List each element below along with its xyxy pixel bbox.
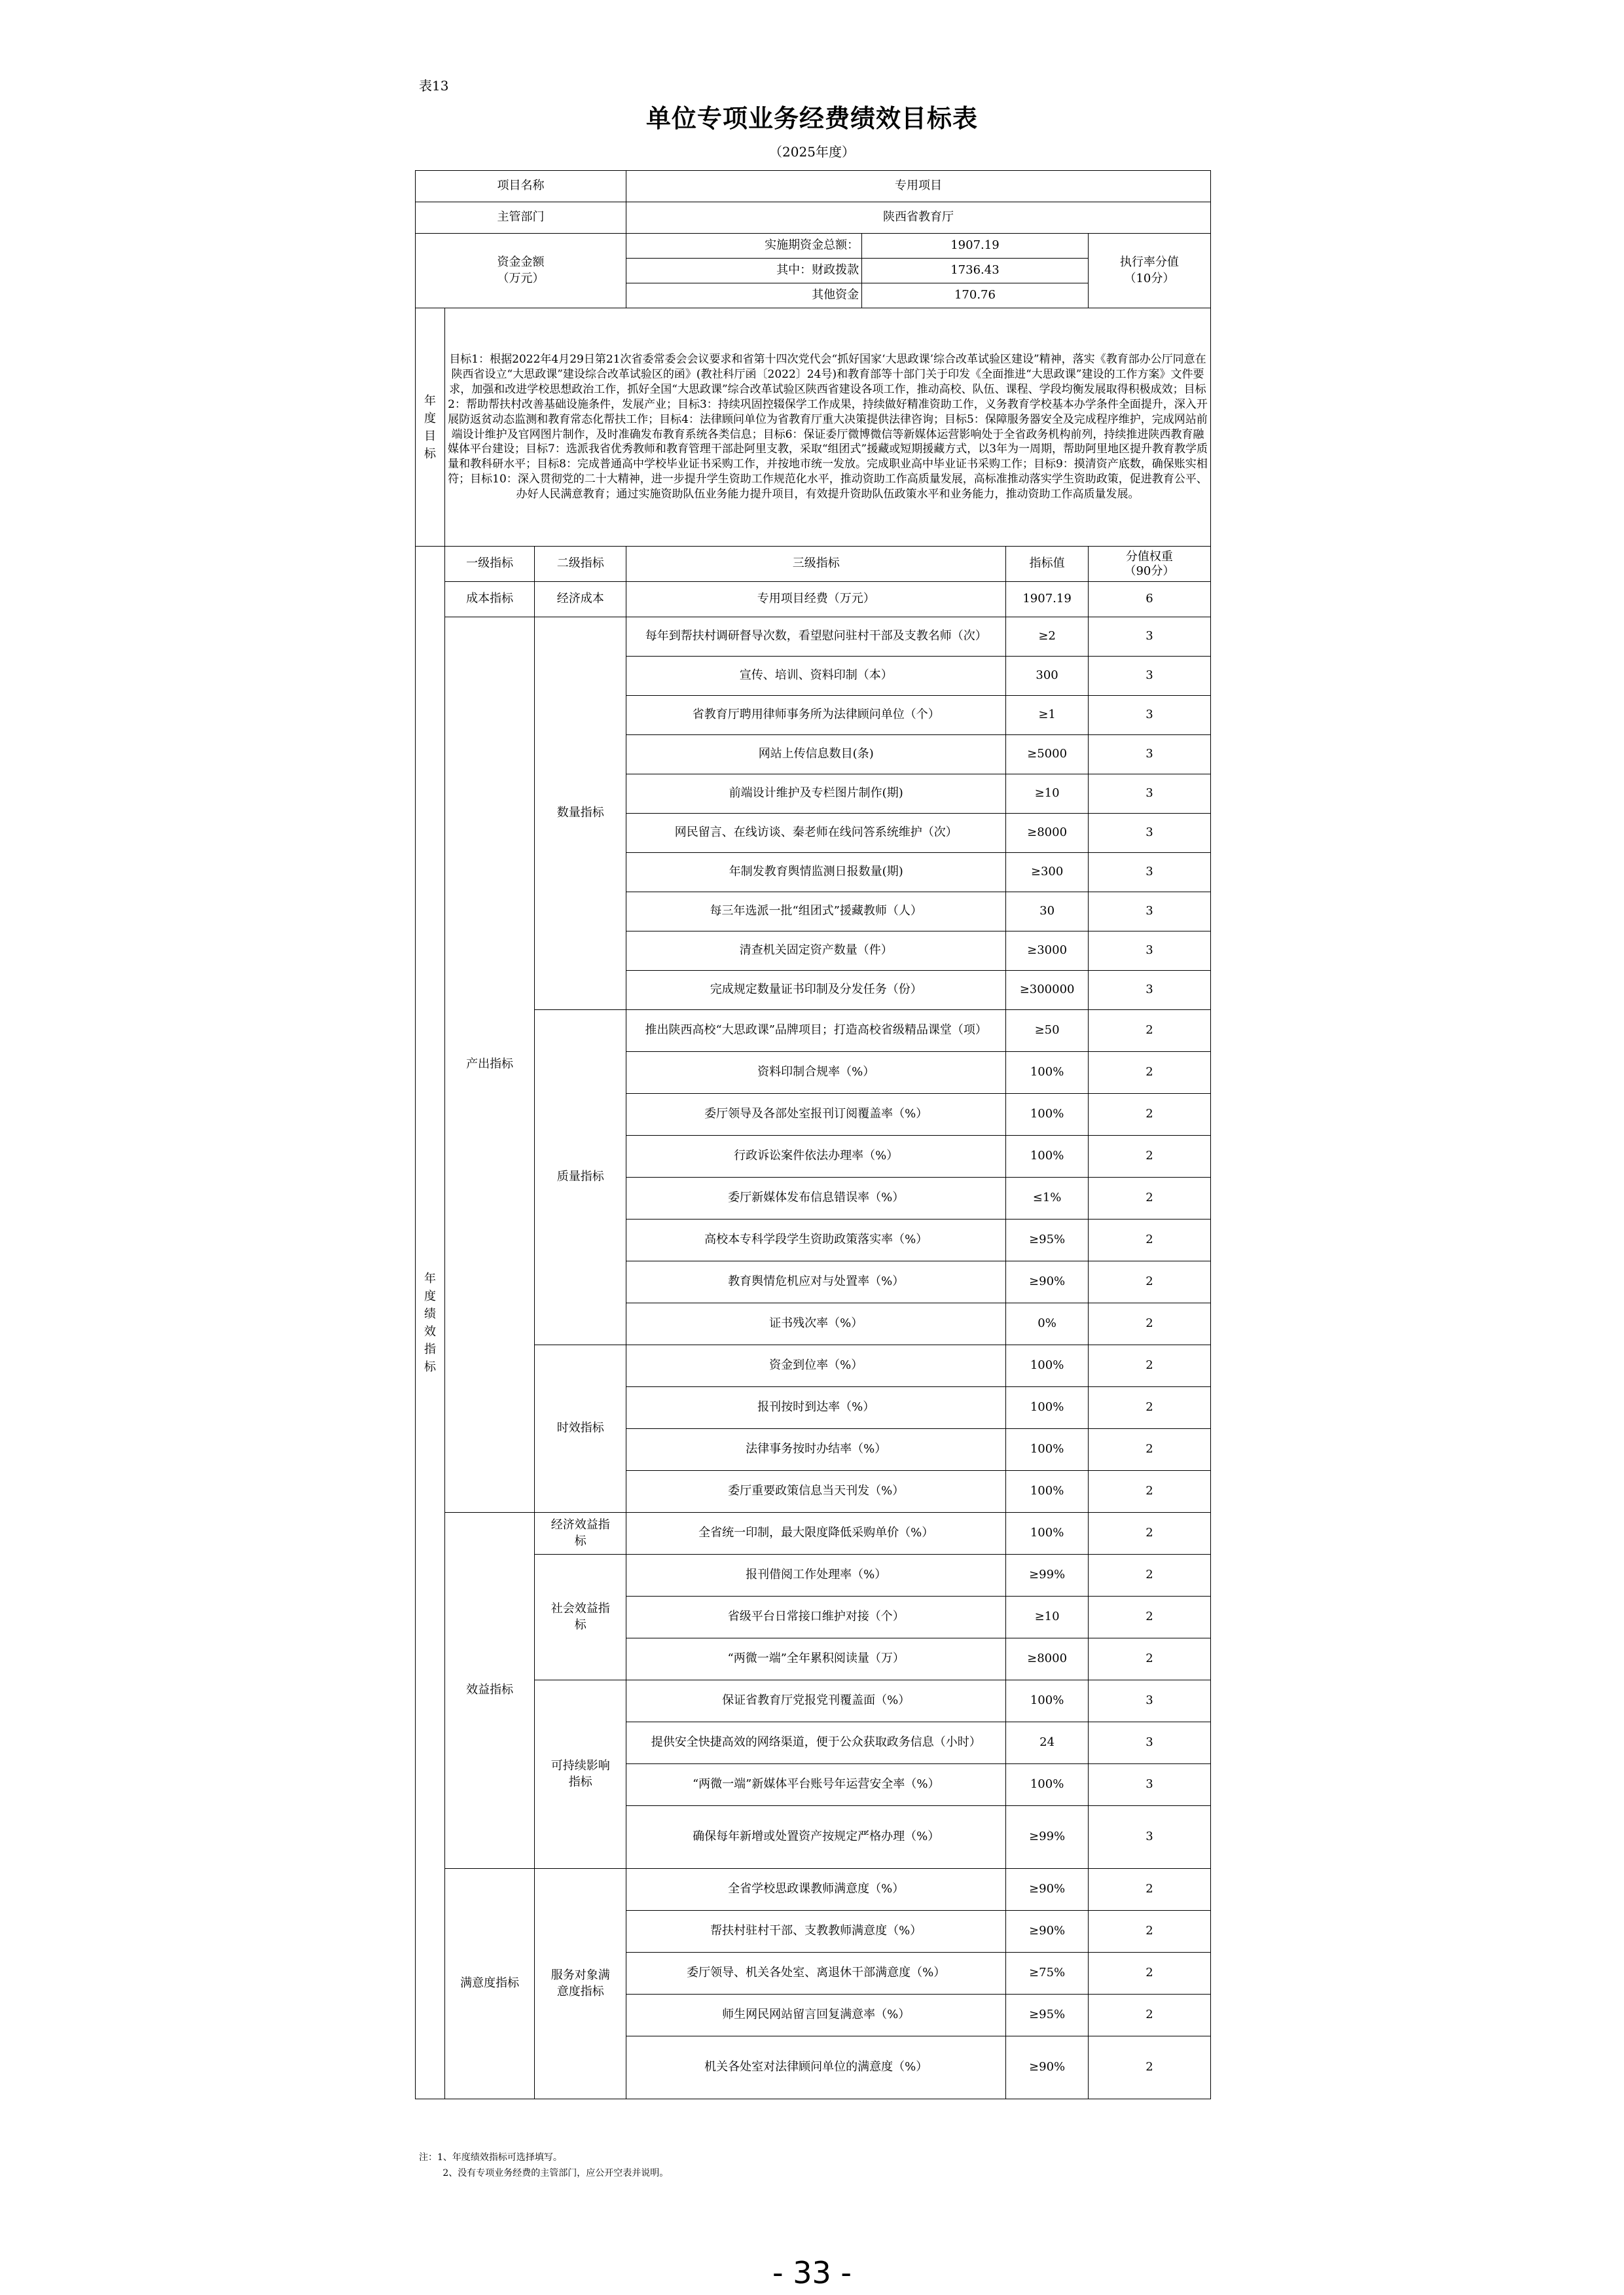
fiscal-funds-label: 其中：财政拨款 xyxy=(626,259,862,283)
project-name-row xyxy=(416,171,1211,202)
level3-name: “两微一端”新媒体平台账号年运营安全率（%） xyxy=(626,1764,1006,1806)
header-score: 分值权重（90分） xyxy=(1088,547,1210,582)
level3-name: 报刊借阅工作处理率（%） xyxy=(626,1555,1006,1597)
funds-total-row xyxy=(416,234,1211,259)
indicator-score: 3 xyxy=(1088,1764,1210,1806)
indicator-score: 3 xyxy=(1088,853,1210,892)
level3-name: 推出陕西高校“大思政课”品牌项目；打造高校省级精品课堂（项） xyxy=(626,1010,1006,1052)
department-value: 陕西省教育厅 xyxy=(626,202,1211,234)
indicator-value: ≥95% xyxy=(1006,1995,1089,2036)
indicator-value: 100% xyxy=(1006,1764,1089,1806)
project-name-label: 项目名称 xyxy=(416,171,626,202)
department-label: 主管部门 xyxy=(416,202,626,234)
indicator-value: ≥1 xyxy=(1006,696,1089,735)
level3-name: 提供安全快捷高效的网络渠道，便于公众获取政务信息（小时） xyxy=(626,1722,1006,1764)
level3-name: 网站上传信息数目(条) xyxy=(626,735,1006,774)
footnote-2: 2、没有专项业务经费的主管部门，应公开空表并说明。 xyxy=(442,2168,669,2178)
level3-name: 行政诉讼案件依法办理率（%） xyxy=(626,1136,1006,1178)
level3-name: 确保每年新增或处置资产按规定严格办理（%） xyxy=(626,1806,1006,1869)
indicator-value: 100% xyxy=(1006,1136,1089,1178)
indicator-score: 3 xyxy=(1088,1806,1210,1869)
indicator-score: 2 xyxy=(1088,1953,1210,1995)
level3-name: 网民留言、在线访谈、秦老师在线问答系统维护（次） xyxy=(626,814,1006,853)
page-number: - 33 - xyxy=(772,2255,852,2290)
level1-cost: 成本指标 xyxy=(445,582,535,617)
indicator-score: 3 xyxy=(1088,971,1210,1010)
footnote-1: 注：1、年度绩效指标可选择填写。 xyxy=(419,2152,562,2163)
indicator-score: 6 xyxy=(1088,582,1210,617)
annual-goal-label: 年度目标 xyxy=(416,308,445,547)
indicator-score: 3 xyxy=(1088,617,1210,657)
table-number: 表13 xyxy=(419,78,449,94)
department-row xyxy=(416,202,1211,234)
indicator-value: ≥300 xyxy=(1006,853,1089,892)
level2-service-satisfaction: 服务对象满意度指标 xyxy=(535,1869,626,2099)
indicator-value: ≥8000 xyxy=(1006,1638,1089,1680)
level1-benefit: 效益指标 xyxy=(445,1513,535,1869)
indicator-value: ≥3000 xyxy=(1006,931,1089,971)
header-value: 指标值 xyxy=(1006,547,1089,582)
level3-name: 省教育厅聘用律师事务所为法律顾问单位（个） xyxy=(626,696,1006,735)
indicator-score: 2 xyxy=(1088,1995,1210,2036)
indicator-value: ≥90% xyxy=(1006,1869,1089,1911)
indicator-score: 3 xyxy=(1088,735,1210,774)
level3-name: 委厅重要政策信息当天刊发（%） xyxy=(626,1471,1006,1513)
page-title: 单位专项业务经费绩效目标表 xyxy=(645,103,978,133)
total-funds-value: 1907.19 xyxy=(862,234,1089,259)
indicator-score: 3 xyxy=(1088,814,1210,853)
indicator-score: 2 xyxy=(1088,1471,1210,1513)
level3-name: 年制发教育舆情监测日报数量(期) xyxy=(626,853,1006,892)
level3-name: 报刊按时到达率（%） xyxy=(626,1387,1006,1429)
level2-quality: 质量指标 xyxy=(535,1010,626,1345)
indicator-value: ≥99% xyxy=(1006,1555,1089,1597)
indicator-value: ≤1% xyxy=(1006,1178,1089,1220)
indicator-score: 3 xyxy=(1088,696,1210,735)
level3-name: 委厅领导及各部处室报刊订阅覆盖率（%） xyxy=(626,1094,1006,1136)
level3-name: “两微一端”全年累积阅读量（万） xyxy=(626,1638,1006,1680)
level3-name: 证书残次率（%） xyxy=(626,1303,1006,1345)
table-row xyxy=(416,1345,1211,1387)
level3-name: 省级平台日常接口维护对接（个） xyxy=(626,1597,1006,1638)
indicator-value: 0% xyxy=(1006,1303,1089,1345)
indicator-value: ≥5000 xyxy=(1006,735,1089,774)
indicator-value: 30 xyxy=(1006,892,1089,931)
annual-goal-text: 目标1：根据2022年4月29日第21次省委常委会会议要求和省第十四次党代会“抓好国家‘大思政课’综合改革试验区建设”精神，落实《教育部办公厅同意在陕西省设立“大思政课”建设综合改革试验区的函》(教社科厅函〔2022〕24号)和教育部等十部门关于印发《全面推进“大思政课”建设的工作方案》文件要求，加强和改进学校思想政治工作，抓好全国“大思政课”综合改革试验区陕西省建设各项工作，推动高校、队伍、课程、学段均衡发展取得积极成效；目标2：帮助帮扶村改善基础设施条件，发展产业；目标3：持续巩固控辍保学工作成果，持续做好精准资助工作，义务教育学校基本办学条件全面提升，深入开展防返贫动态监测和教育常态化帮扶工作；目标4：法律顾问单位为省教育厅重大决策提供法律咨询；目标5：保障服务器安全及完成程序维护，完成网站前端设计维护及官网图片制作，及时准确发布教育系统各类信息；目标6：保证委厅微博微信等新媒体运营影响处于全省政务机构前列，持续推进陕西教育融媒体平台建设；目标7：选派我省优秀教师和教育管理干部赴阿里支教，采取“组团式”援藏或短期援藏方式，以3年为一周期，帮助阿里地区提升教育教学质量和教科研水平；目标8：完成普通高中学校毕业证书采购工作，并按地市统一发放。完成职业高中毕业证书采购工作；目标9：摸清资产底数，确保账实相符；目标10：深入贯彻党的二十大精神，进一步提升学生资助工作规范化水平，推动资助工作高质量发展，高标准推动落实学生资助政策，促进教育公平、办好人民满意教育；通过实施资助队伍业务能力提升项目，有效提升资助队伍政策水平和业务能力，推动资助工作高质量发展。 xyxy=(445,308,1211,547)
level3-name: 每三年选派一批“组团式”援藏教师（人） xyxy=(626,892,1006,931)
level2-economic-cost: 经济成本 xyxy=(535,582,626,617)
performance-table-container xyxy=(415,170,1211,2099)
indicator-score: 2 xyxy=(1088,1178,1210,1220)
project-name-value: 专用项目 xyxy=(626,171,1211,202)
indicator-value: ≥99% xyxy=(1006,1806,1089,1869)
indicator-value: 100% xyxy=(1006,1094,1089,1136)
indicator-score: 3 xyxy=(1088,657,1210,696)
indicator-score: 3 xyxy=(1088,1680,1210,1722)
indicator-score: 2 xyxy=(1088,1136,1210,1178)
indicator-value: ≥10 xyxy=(1006,1597,1089,1638)
indicator-score: 3 xyxy=(1088,1722,1210,1764)
indicator-value: 100% xyxy=(1006,1052,1089,1094)
indicator-score: 2 xyxy=(1088,1429,1210,1471)
indicator-value: 100% xyxy=(1006,1680,1089,1722)
funds-label: 资金金额（万元） xyxy=(416,234,626,308)
indicator-score: 2 xyxy=(1088,1555,1210,1597)
year-label: （2025年度） xyxy=(769,144,855,160)
indicator-value: ≥8000 xyxy=(1006,814,1089,853)
indicator-value: ≥75% xyxy=(1006,1953,1089,1995)
level1-satisfaction: 满意度指标 xyxy=(445,1869,535,2099)
indicator-header-row xyxy=(416,547,1211,582)
level2-timeliness: 时效指标 xyxy=(535,1345,626,1513)
indicator-score: 2 xyxy=(1088,1513,1210,1555)
indicator-value: 100% xyxy=(1006,1513,1089,1555)
level3-name: 资料印制合规率（%） xyxy=(626,1052,1006,1094)
indicator-score: 3 xyxy=(1088,892,1210,931)
level3-name: 师生网民网站留言回复满意率（%） xyxy=(626,1995,1006,2036)
indicator-score: 3 xyxy=(1088,931,1210,971)
indicator-score: 2 xyxy=(1088,1911,1210,1953)
indicator-score: 2 xyxy=(1088,2036,1210,2099)
indicator-value: ≥2 xyxy=(1006,617,1089,657)
indicator-value: 100% xyxy=(1006,1471,1089,1513)
indicator-score: 2 xyxy=(1088,1303,1210,1345)
table-row xyxy=(416,617,1211,657)
indicator-value: 100% xyxy=(1006,1387,1089,1429)
indicator-score: 3 xyxy=(1088,774,1210,814)
table-row xyxy=(416,1869,1211,1911)
level3-name: 保证省教育厅党报党刊覆盖面（%） xyxy=(626,1680,1006,1722)
table-row xyxy=(416,1680,1211,1722)
indicator-score: 2 xyxy=(1088,1387,1210,1429)
header-level2: 二级指标 xyxy=(535,547,626,582)
indicator-value: ≥10 xyxy=(1006,774,1089,814)
table-row xyxy=(416,1513,1211,1555)
level2-social-benefit: 社会效益指标 xyxy=(535,1555,626,1680)
level3-name: 教育舆情危机应对与处置率（%） xyxy=(626,1261,1006,1303)
level3-name: 全省学校思政课教师满意度（%） xyxy=(626,1869,1006,1911)
annual-goal-row xyxy=(416,308,1211,547)
execution-score-label: 执行率分值（10分） xyxy=(1088,234,1210,308)
level3-name: 专用项目经费（万元） xyxy=(626,582,1006,617)
indicator-value: 100% xyxy=(1006,1345,1089,1387)
other-funds-value: 170.76 xyxy=(862,283,1089,308)
level3-name: 机关各处室对法律顾问单位的满意度（%） xyxy=(626,2036,1006,2099)
header-level1: 一级指标 xyxy=(445,547,535,582)
indicator-score: 2 xyxy=(1088,1869,1210,1911)
level3-name: 每年到帮扶村调研督导次数，看望慰问驻村干部及支教名师（次） xyxy=(626,617,1006,657)
header-level3: 三级指标 xyxy=(626,547,1006,582)
other-funds-label: 其他资金 xyxy=(626,283,862,308)
level3-name: 资金到位率（%） xyxy=(626,1345,1006,1387)
fiscal-funds-value: 1736.43 xyxy=(862,259,1089,283)
footnotes xyxy=(419,2150,668,2181)
level3-name: 全省统一印制，最大限度降低采购单价（%） xyxy=(626,1513,1006,1555)
indicator-score: 2 xyxy=(1088,1345,1210,1387)
total-funds-label: 实施期资金总额： xyxy=(626,234,862,259)
table-row xyxy=(416,582,1211,617)
level3-name: 法律事务按时办结率（%） xyxy=(626,1429,1006,1471)
indicator-score: 2 xyxy=(1088,1638,1210,1680)
indicator-value: ≥90% xyxy=(1006,1261,1089,1303)
table-row xyxy=(416,1555,1211,1597)
level3-name: 前端设计维护及专栏图片制作(期) xyxy=(626,774,1006,814)
level2-sustainable: 可持续影响指标 xyxy=(535,1680,626,1869)
indicator-score: 2 xyxy=(1088,1052,1210,1094)
level3-name: 高校本专科学段学生资助政策落实率（%） xyxy=(626,1220,1006,1261)
level1-output: 产出指标 xyxy=(445,617,535,1513)
level2-economic-benefit: 经济效益指标 xyxy=(535,1513,626,1555)
indicator-value: ≥95% xyxy=(1006,1220,1089,1261)
indicator-score: 2 xyxy=(1088,1220,1210,1261)
indicator-value: 24 xyxy=(1006,1722,1089,1764)
indicator-value: 300 xyxy=(1006,657,1089,696)
level3-name: 宣传、培训、资料印制（本） xyxy=(626,657,1006,696)
indicator-value: ≥90% xyxy=(1006,1911,1089,1953)
indicator-value: 1907.19 xyxy=(1006,582,1089,617)
level3-name: 委厅新媒体发布信息错误率（%） xyxy=(626,1178,1006,1220)
indicator-score: 2 xyxy=(1088,1010,1210,1052)
level3-name: 委厅领导、机关各处室、离退休干部满意度（%） xyxy=(626,1953,1006,1995)
level3-name: 完成规定数量证书印制及分发任务（份） xyxy=(626,971,1006,1010)
indicator-value: ≥90% xyxy=(1006,2036,1089,2099)
indicator-value: 100% xyxy=(1006,1429,1089,1471)
level3-name: 清查机关固定资产数量（件） xyxy=(626,931,1006,971)
indicator-score: 2 xyxy=(1088,1094,1210,1136)
indicator-score: 2 xyxy=(1088,1261,1210,1303)
indicator-section-label: 年度绩效指标 xyxy=(416,547,445,2099)
level3-name: 帮扶村驻村干部、支教教师满意度（%） xyxy=(626,1911,1006,1953)
table-row xyxy=(416,1010,1211,1052)
indicator-value: ≥300000 xyxy=(1006,971,1089,1010)
performance-table xyxy=(415,170,1211,2099)
indicator-score: 2 xyxy=(1088,1597,1210,1638)
indicator-value: ≥50 xyxy=(1006,1010,1089,1052)
level2-quantity: 数量指标 xyxy=(535,617,626,1010)
